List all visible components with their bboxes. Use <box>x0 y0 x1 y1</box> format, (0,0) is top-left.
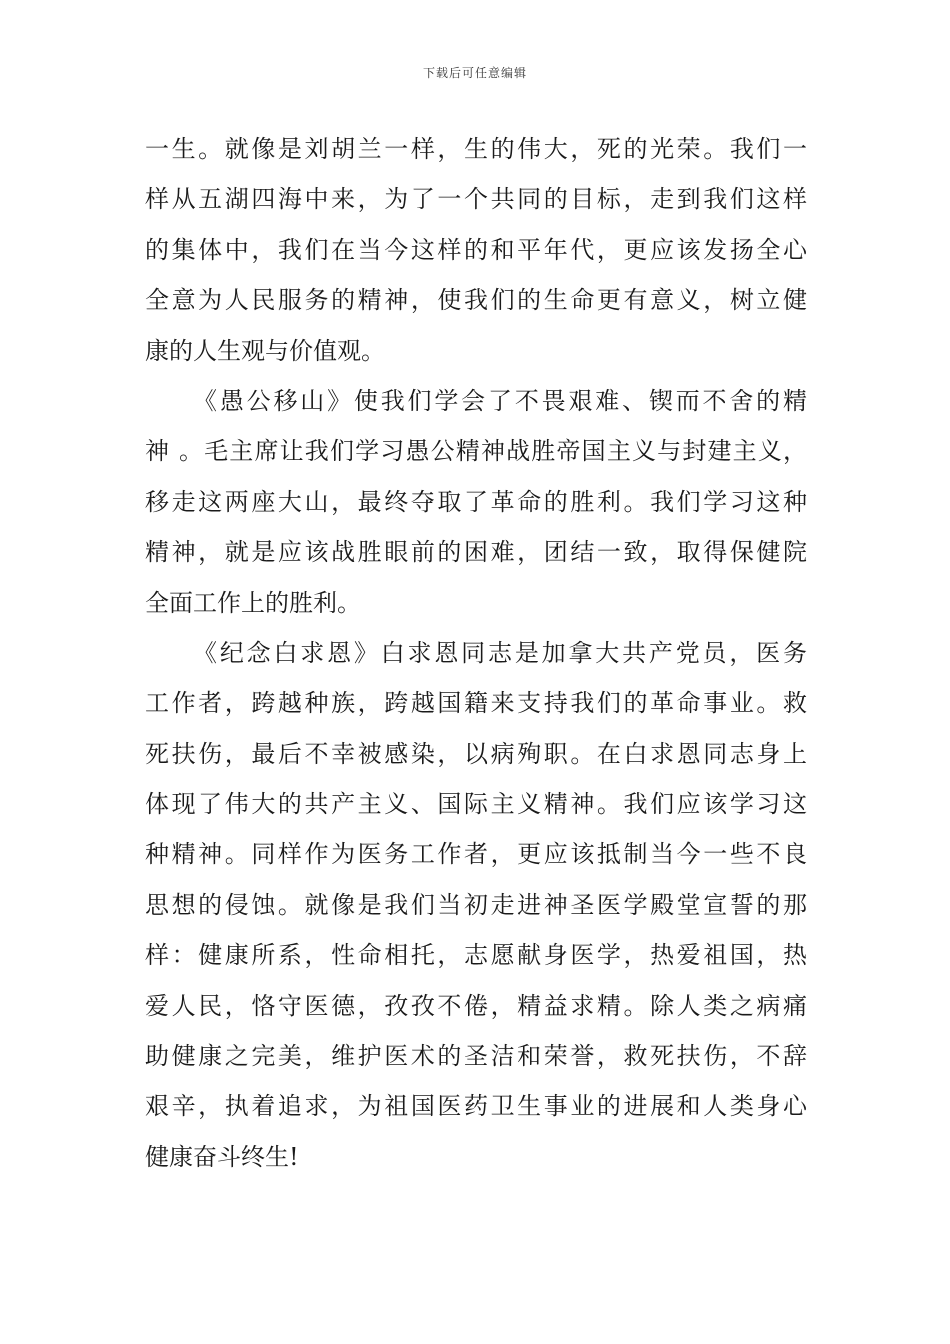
document-body <box>145 124 807 1182</box>
text-line: 死扶伤，最后不幸被感染，以病殉职。在白求恩同志身上 <box>145 739 807 768</box>
text-line: 艰辛，执着追求，为祖国医药卫生事业的进展和人类身心 <box>145 1092 807 1121</box>
text-line: 健康奋斗终生! <box>145 1142 299 1171</box>
text-line: 精神，就是应该战胜眼前的困难，团结一致，取得保健院 <box>145 538 807 567</box>
page-header: 下载后可任意编辑 <box>422 66 527 80</box>
text-line: 移走这两座大山，最终夺取了革命的胜利。我们学习这种 <box>145 487 807 516</box>
text-line: 《愚公移山》使我们学会了不畏艰难、锲而不舍的精 <box>193 386 807 415</box>
text-line: 种精神。同样作为医务工作者，更应该抵制当今一些不良 <box>145 840 807 869</box>
paragraph <box>145 628 807 1182</box>
text-line: 神 。毛主席让我们学习愚公精神战胜帝国主义与封建主义， <box>145 437 807 466</box>
text-line: 全面工作上的胜利。 <box>145 588 361 617</box>
text-line: 样：健康所系，性命相托，志愿献身医学，热爱祖国，热 <box>145 941 807 970</box>
text-line: 爱人民，恪守医德，孜孜不倦，精益求精。除人类之病痛 <box>145 991 807 1020</box>
text-line: 体现了伟大的共产主义、国际主义精神。我们应该学习这 <box>145 790 807 819</box>
text-line: 思想的侵蚀。就像是我们当初走进神圣医学殿堂宣誓的那 <box>145 890 807 919</box>
text-line: 《纪念白求恩》白求恩同志是加拿大共产党员，医务 <box>193 638 807 667</box>
text-line: 样从五湖四海中来，为了一个共同的目标，走到我们这样 <box>145 185 807 214</box>
paragraph <box>145 124 807 376</box>
text-line: 助健康之完美，维护医术的圣洁和荣誉，救死扶伤，不辞 <box>145 1042 807 1071</box>
paragraph <box>145 376 807 628</box>
text-line: 工作者，跨越种族，跨越国籍来支持我们的革命事业。救 <box>145 689 807 718</box>
text-line: 一生。就像是刘胡兰一样，生的伟大，死的光荣。我们一 <box>145 135 807 163</box>
text-line: 的集体中，我们在当今这样的和平年代，更应该发扬全心 <box>145 235 807 264</box>
text-line: 康的人生观与价值观。 <box>145 336 385 365</box>
text-line: 全意为人民服务的精神，使我们的生命更有意义，树立健 <box>145 286 807 315</box>
